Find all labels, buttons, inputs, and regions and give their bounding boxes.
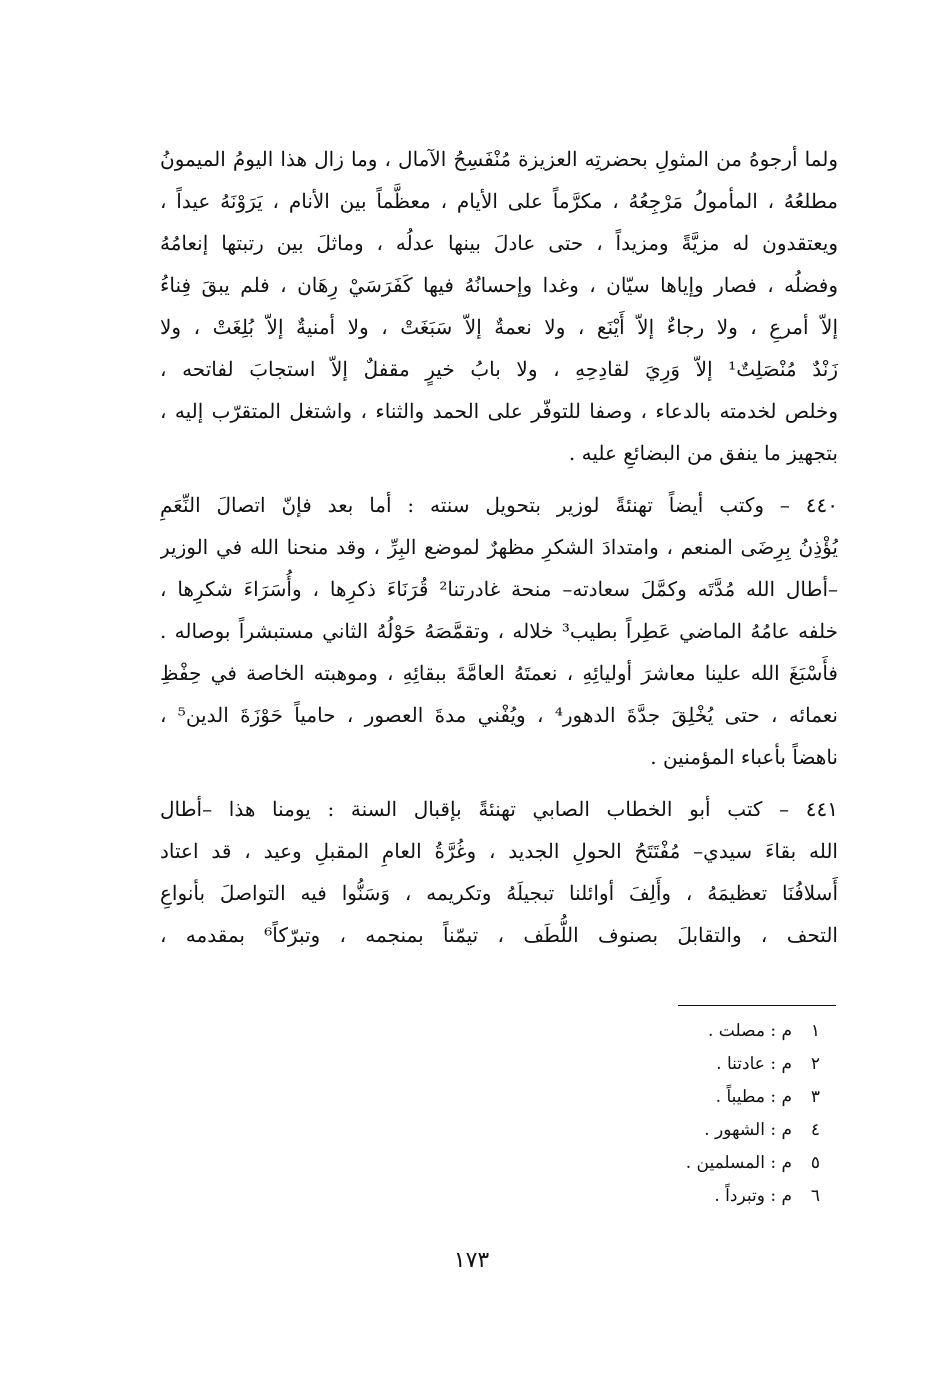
paragraph-end-line: بتجهيز ما ينفق من البضائعِ عليه . [568,441,838,465]
footnote-number: ٤ [810,1120,820,1140]
text-line: التحف ، والتقابلَ بصنوف اللُّطَف ، تيمّناً بمنجمه ، وتبرّكاً⁶ بمقدمه ، [160,923,838,947]
text-line: إلاّ أمرعِ ، ولا رجاءٌ إلاّ أَيْنَع ، ولا نعمةٌ إلاّ سَبَغَتْ ، ولا أمنيةٌ إلاّ بُلِغَتْ ، ولا [160,315,838,339]
footnote-text: م : المسلمين . [685,1153,792,1173]
text-line: نعمائه ، حتى يُخْلِقَ جدَّةَ الدهور⁴ ، ويُفْني مدةَ العصور ، حامياً حَوْزَةَ الدين⁵ ، [160,703,838,727]
paragraph-gap [160,778,838,788]
text-line: ولما أرجوهُ من المثولِ بحضرتِه العزيزة مُنْفَسِحُ الآمال ، وما زال هذا اليومُ الميمونُ [160,147,838,171]
text-line: الله بقاءَ سيدي– مُفْتَتَحُ الحولِ الجديد ، وغُرَّةُ العامِ المقبلِ وعيد ، قد اعتاد [160,839,838,863]
page-number: ١٧٣ [453,1248,490,1273]
footnote-number: ٦ [810,1186,820,1206]
footnotes [560,1015,820,1213]
text-line: وفضلُه ، فصار وإياها سيّان ، وغدا وإحسانُهُ فيها كَفَرَسَيْ رِهَان ، فلم يبقَ فِناءُ [160,273,838,297]
text-line: ويعتقدون له مزيَّةً ومزيداً ، حتى عادلَ بينها عدلُه ، وماثلَ بين رتبتها إنعامُهُ [160,231,838,255]
footnote-item [560,1048,820,1081]
footnote-text: م : مصلت . [707,1021,792,1041]
text-line: زَنْدٌ مُنْصَلِتٌ¹ إلاّ وَرِيَ لقادِحِهِ ، ولا بابُ خيرٍ مقفلٌ إلاّ استجابَ لفاتحه ، [160,357,838,381]
entry-441-heading-line: ٤٤١ – كتب أبو الخطاب الصابي تهنئةً بإقبال السنة : يومنا هذا –أطال [160,797,838,821]
text-line: –أطال الله مُدَّتَه وكمَّلَ سعادته– منحة غادرتنا² قُرَنَاءَ ذكرِها ، وأُسَرَاءَ شكرِها ، [160,577,838,601]
text-line: فأَسْبَغَ الله علينا معاشرَ أوليائِهِ ، نعمتَهُ العامَّةَ ببقائِهِ ، وموهبته الخاصة في حِفْظِ [160,661,838,685]
footnote-text: م : عادتنا . [716,1054,792,1074]
footnote-item [560,1114,820,1147]
footnote-item [560,1147,820,1180]
footnote-number: ٢ [810,1054,820,1074]
footnote-text: م : مطيباً . [715,1087,792,1107]
footnote-separator [678,1005,836,1006]
main-text [160,138,838,956]
footnote-item [560,1180,820,1213]
paragraph-gap [160,474,838,484]
text-line: وخلص لخدمته بالدعاء ، وصفا للتوفّر على الحمد والثناء ، واشتغل المتقرّب إليه ، [160,399,838,423]
text-line: يُؤْذِنُ بِرِضَى المنعم ، وامتدادَ الشكرِ مظهرٌ لموضع البِرِّ ، وقد منحنا الله في الوزير [160,535,838,559]
footnote-text: م : وتبرداً . [714,1186,792,1206]
footnote-item [560,1081,820,1114]
text-line: خلفه عامُهُ الماضي عَطِراً بطيب³ خلاله ، وتقمَّصَهُ حَوْلُهُ الثاني مستبشراً بوصاله . [160,619,838,643]
text-line: مطلعُهُ ، المأمولُ مَرْجِعُهُ ، مكرَّماً على الأيام ، معظَّماً بين الأنام ، يَرَوْنَهُ عيداً ، [160,189,838,213]
footnote-item [560,1015,820,1048]
footnote-number: ٣ [810,1087,820,1107]
footnote-number: ٥ [810,1153,820,1173]
footnote-number: ١ [810,1021,820,1041]
paragraph-end-line: ناهضاً بأعباء المؤمنين . [650,745,838,769]
text-line: أَسلافُنَا تعظيمَهُ ، وأَلِفَ أوائلنا تبجيلَهُ وتكريمه ، وَسَنُّوا فيه التواصلَ بأنواعِ [160,881,838,905]
entry-440-heading-line: ٤٤٠ – وكتب أيضاً تهنئةً لوزير بتحويل سنته : أما بعد فإنّ اتصالَ النِّعَمِ [160,493,838,517]
footnote-text: م : الشهور . [704,1120,792,1140]
